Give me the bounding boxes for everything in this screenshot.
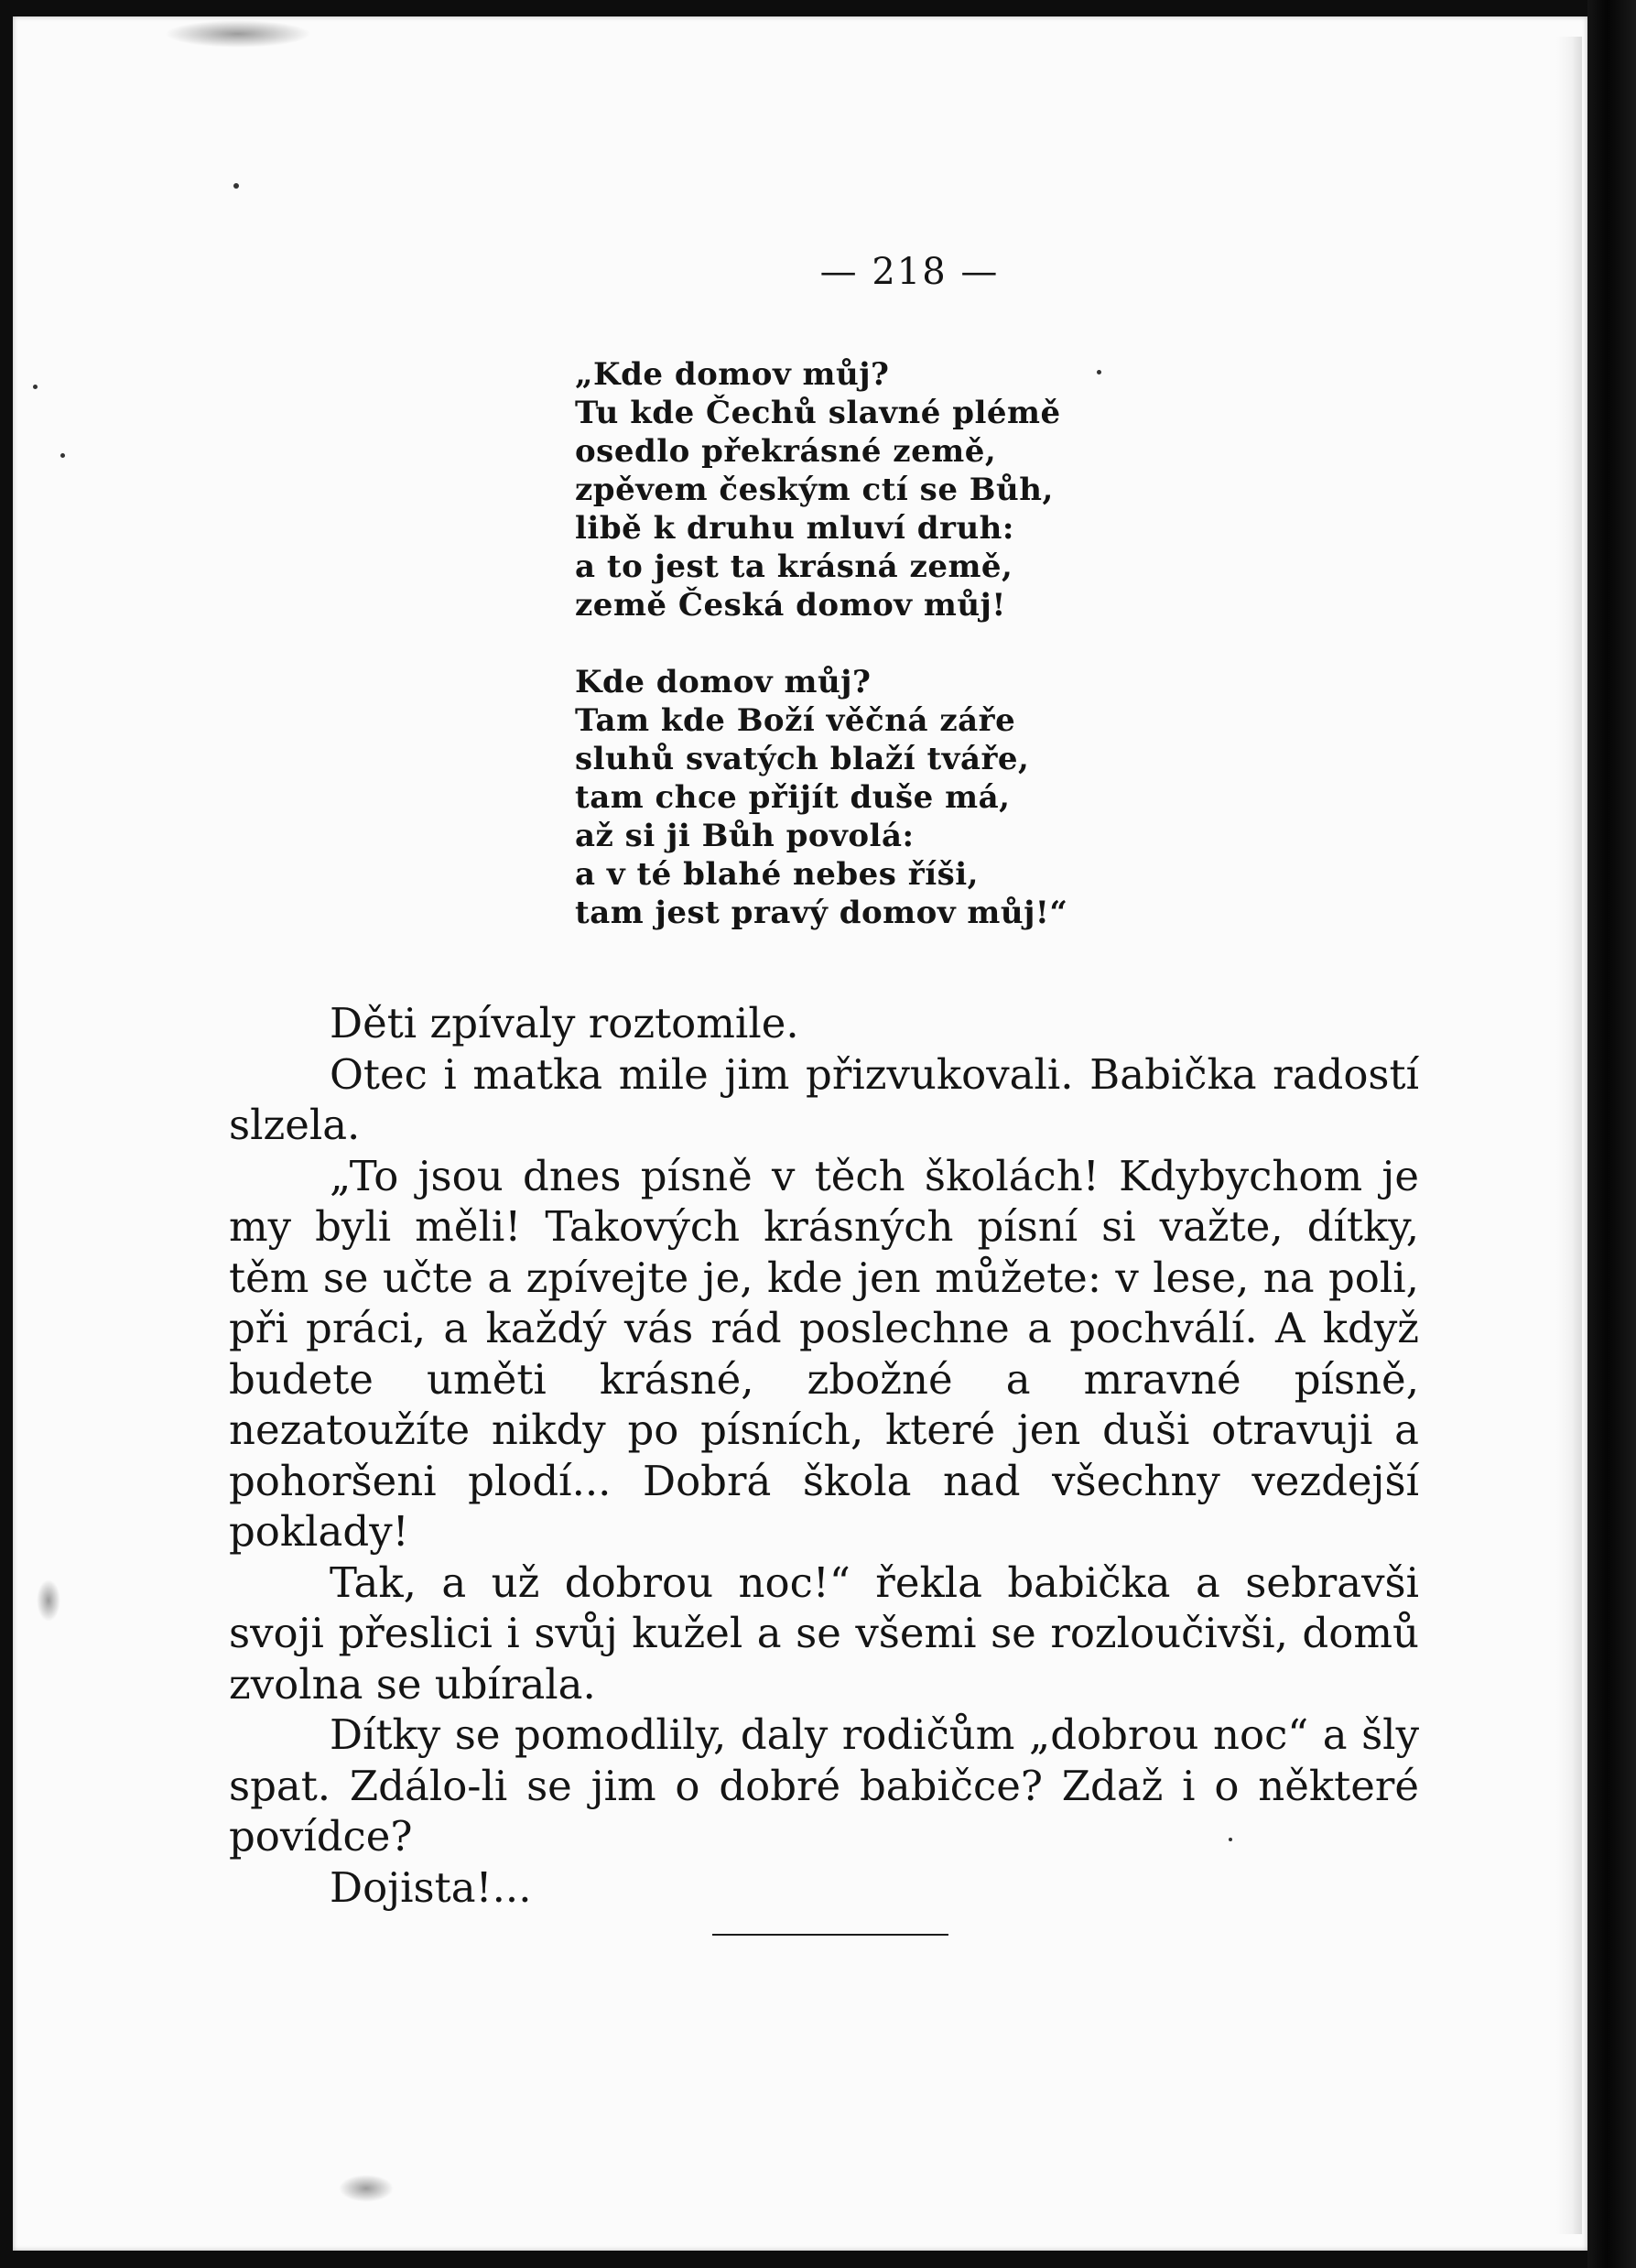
dust-speck [1097, 370, 1101, 374]
poem-line: Tu kde Čechů slavné plémě [575, 395, 1061, 431]
poem-line: a v té blahé nebes říši, [575, 856, 980, 893]
paragraph: „To jsou dnes písně v těch školách! Kdybychom je my byli měli! Takových krásných písní si važte, dítky, těm se učte a zpívejte je, kde jen můžete: v lese, na poli, při práci, a každý vás rád poslechne a pochválí. A když budete uměti krásné, zbožné a mravné písně, nezatoužíte nikdy po písních, které jen duši otravuji a pohoršeni plodí... Dobrá škola nad všechny vezdejší poklady! [229, 1151, 1419, 1556]
poem-line: libě k druhu mluví druh: [575, 510, 1014, 547]
poem-stanza [575, 355, 1067, 624]
page-number: — 218 — [819, 251, 1000, 293]
paragraph: Otec i matka mile jim přizvukovali. Babička radostí slzela. [229, 1049, 1419, 1149]
poem-line: země Česká domov můj! [575, 587, 1006, 624]
poem-line: Tam kde Boží věčná záře [575, 702, 1016, 739]
margin-smudge [165, 20, 311, 48]
poem-line: osedlo překrásné země, [575, 433, 997, 470]
dust-speck [233, 183, 239, 189]
dust-speck [60, 453, 65, 458]
paragraph: Děti zpívaly roztomile. [330, 999, 799, 1047]
poem-line: „Kde domov můj? [575, 356, 890, 393]
paragraph: Dítky se pomodlily, daly rodičům „dobrou noc“ a šly spat. Zdálo-li se jim o dobré babičce? Zdaž i o některé povídce? [229, 1710, 1419, 1861]
poem [575, 355, 1067, 971]
page-edge-shadow [1556, 37, 1582, 2234]
chapter-end-rule [712, 1934, 948, 1936]
margin-smudge [339, 2175, 394, 2202]
poem-line: sluhů svatých blaží tváře, [575, 741, 1030, 777]
poem-line: tam chce přijít duše má, [575, 779, 1011, 816]
scanner-border [1587, 0, 1636, 2268]
dust-speck [33, 385, 38, 389]
poem-line: až si ji Bůh povolá: [575, 818, 915, 854]
paragraph: Dojista!... [330, 1862, 532, 1912]
poem-line: tam jest pravý domov můj!“ [575, 895, 1068, 931]
prose-body [229, 998, 1419, 1913]
poem-line: zpěvem českým ctí se Bůh, [575, 472, 1054, 508]
margin-smudge [37, 1579, 60, 1622]
paragraph: Tak, a už dobrou noc!“ řekla babička a sebravši svoji přeslici i svůj kužel a se všemi se rozloučivši, domů zvolna se ubírala. [229, 1557, 1419, 1709]
poem-line: a to jest ta krásná země, [575, 548, 1013, 585]
poem-line: Kde domov můj? [575, 664, 872, 700]
poem-stanza [575, 663, 1067, 932]
